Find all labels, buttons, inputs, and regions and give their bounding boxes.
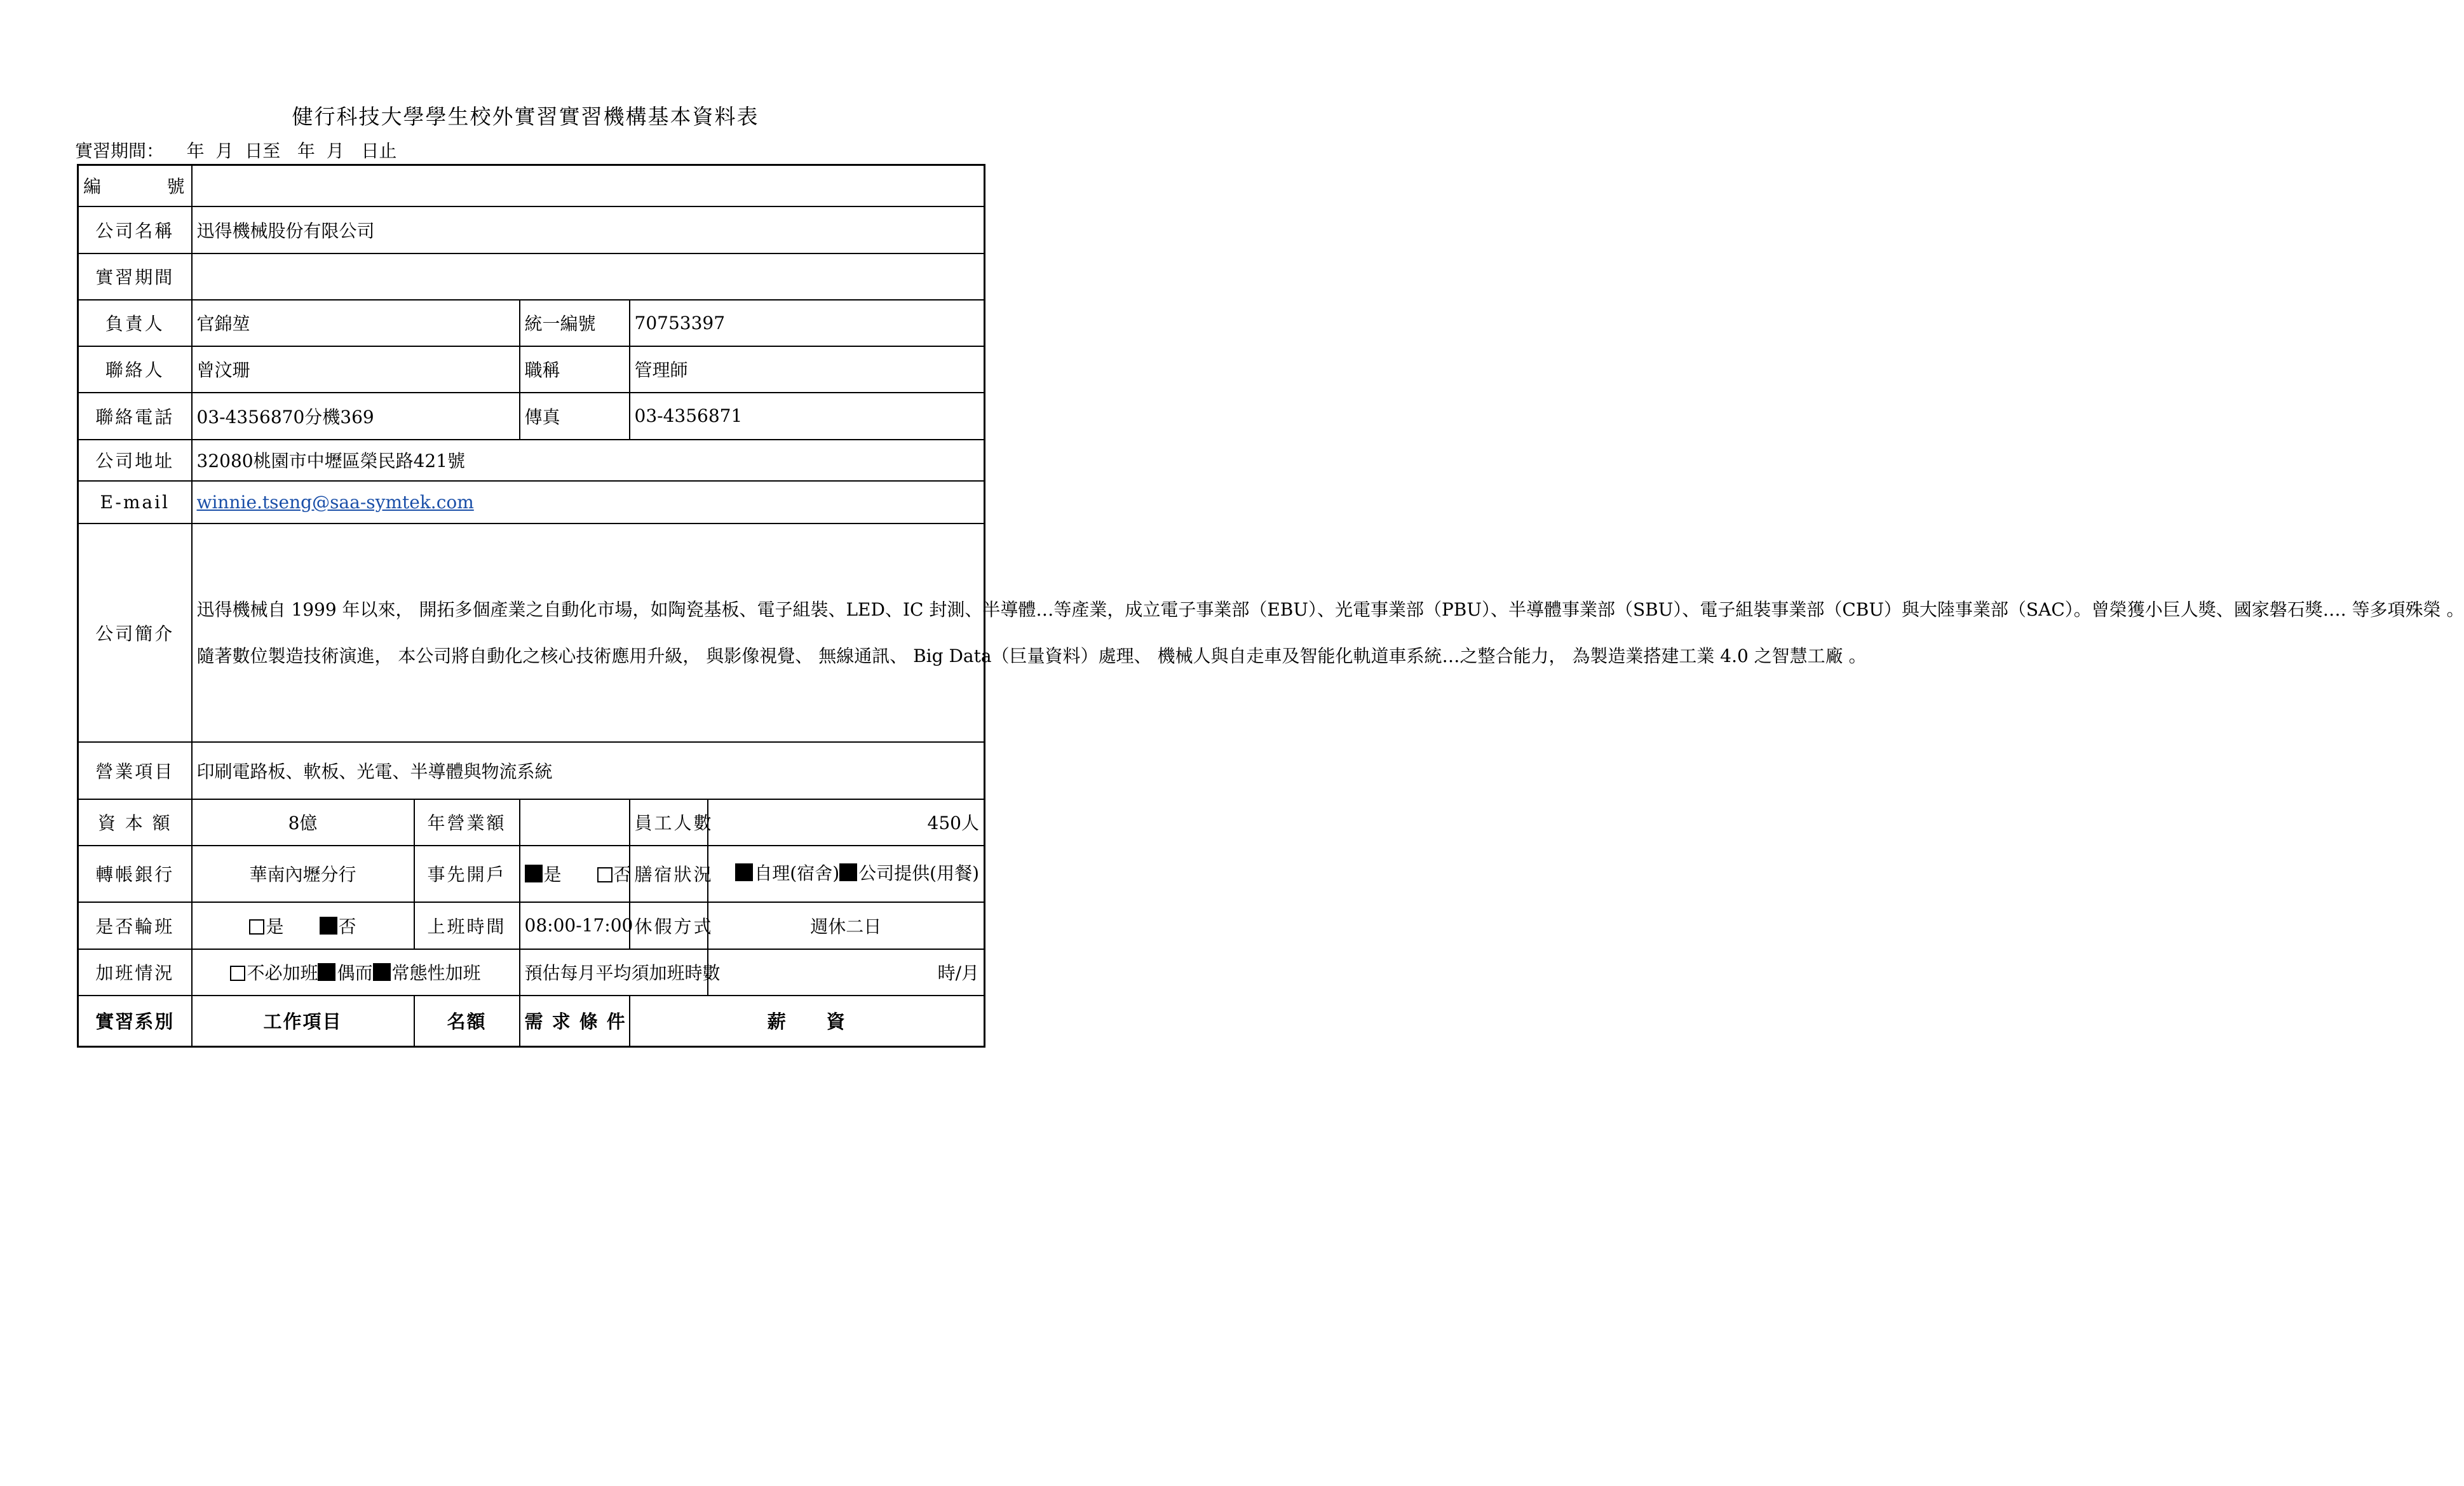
- label-pre-account: 事先開戶: [414, 846, 520, 902]
- value-work-hours[interactable]: 08:00-17:00: [520, 902, 630, 949]
- row-bank: [78, 846, 985, 902]
- row-address: [78, 440, 985, 481]
- checkbox-shift-no[interactable]: [320, 917, 337, 935]
- pre-account-yes-label: 是: [543, 864, 562, 885]
- company-info-table: [77, 164, 2464, 1048]
- label-capital: 資 本 額: [78, 799, 192, 846]
- label-phone: 聯絡電話: [78, 393, 192, 440]
- label-holiday: 休假方式: [630, 902, 708, 949]
- label-number: 編號: [78, 165, 192, 206]
- value-bank[interactable]: 華南內壢分行: [192, 846, 414, 902]
- value-company-name[interactable]: 迅得機械股份有限公司: [192, 206, 985, 253]
- value-job-title[interactable]: 管理師: [630, 346, 985, 393]
- value-fax[interactable]: 03-4356871: [630, 393, 985, 440]
- header-department: 實習系別: [78, 996, 192, 1047]
- value-capital[interactable]: 8億: [192, 799, 414, 846]
- row-number: [78, 165, 985, 206]
- header-work-items: 工作項目: [192, 996, 414, 1047]
- row-email: [78, 481, 985, 523]
- pre-account-options: [520, 846, 630, 902]
- row-contact: [78, 346, 985, 393]
- checkbox-shift-yes[interactable]: [249, 919, 264, 935]
- label-address: 公司地址: [78, 440, 192, 481]
- shift-no-label: 否: [338, 915, 356, 937]
- value-intern-period[interactable]: [192, 253, 985, 300]
- checkbox-overtime-occasional[interactable]: [318, 963, 335, 981]
- intro-paragraph-2: 隨著數位製造技術演進， 本公司將自動化之核心技術應用升級， 與影像視覺、 無線通訊、 Big Data（巨量資料）處理、 機械人與自走車及智能化軌道車系統…之整合能力， 為製造業搭建工業 4.0 之智慧工廠 。: [196, 645, 1867, 666]
- value-phone[interactable]: 03-4356870分機369: [192, 393, 520, 440]
- label-job-title: 職稱: [520, 346, 630, 393]
- label-email: E-mail: [78, 481, 192, 523]
- row-intro: [78, 523, 985, 742]
- value-address[interactable]: 32080桃園市中壢區榮民路421號: [192, 440, 985, 481]
- label-person-in-charge: 負責人: [78, 300, 192, 346]
- board-options: [708, 846, 985, 902]
- checkbox-pre-account-yes[interactable]: [525, 865, 543, 882]
- row-shift: [78, 902, 985, 949]
- checkbox-overtime-none[interactable]: [230, 966, 245, 981]
- email-link[interactable]: winnie.tseng@saa-symtek.com: [196, 491, 474, 513]
- value-holiday[interactable]: 週休二日: [708, 902, 985, 949]
- pre-account-no-label: 否: [613, 864, 632, 885]
- board-company-label: 公司提供(用餐): [858, 863, 979, 884]
- header-salary: 薪 資: [630, 996, 985, 1047]
- label-revenue: 年營業額: [414, 799, 520, 846]
- label-intern-period: 實習期間: [78, 253, 192, 300]
- label-board: 膳宿狀況: [630, 846, 708, 902]
- label-bank: 轉帳銀行: [78, 846, 192, 902]
- overtime-occasional-label: 偶而: [337, 963, 373, 983]
- row-business: [78, 742, 985, 799]
- period-line: 實習期間： 年 月 日至 年 月 日止: [75, 140, 397, 161]
- value-employees[interactable]: 450人: [708, 799, 985, 846]
- checkbox-board-self[interactable]: [735, 863, 753, 881]
- label-work-hours: 上班時間: [414, 902, 520, 949]
- label-company-name: 公司名稱: [78, 206, 192, 253]
- row-overtime: [78, 949, 985, 996]
- overtime-regular-label: 常態性加班: [391, 963, 481, 983]
- value-intro: [192, 523, 2464, 742]
- checkbox-board-company[interactable]: [839, 863, 857, 881]
- intro-paragraph-1: 迅得機械自 1999 年以來， 開拓多個產業之自動化市場，如陶瓷基板、電子組裝、LED、IC 封測、半導體…等產業，成立電子事業部（EBU）、光電事業部（PBU）、半導體事業部（SBU）、電子組裝事業部（CBU）與大陸事業部（SAC）。曾榮獲小巨人獎、國家磐石獎…. 等多項殊榮 。: [196, 598, 2464, 620]
- label-shift: 是否輪班: [78, 902, 192, 949]
- label-contact: 聯絡人: [78, 346, 192, 393]
- label-overtime: 加班情況: [78, 949, 192, 996]
- header-requirements: 需 求 條 件: [520, 996, 630, 1047]
- document-title: 健行科技大學學生校外實習實習機構基本資料表: [292, 104, 759, 129]
- checkbox-pre-account-no[interactable]: [597, 867, 613, 882]
- value-overtime-unit[interactable]: 時/月: [708, 949, 985, 996]
- label-employees: 員工人數: [630, 799, 708, 846]
- value-revenue[interactable]: [520, 799, 630, 846]
- row-phone: [78, 393, 985, 440]
- checkbox-overtime-regular[interactable]: [373, 963, 391, 981]
- row-company-name: [78, 206, 985, 253]
- label-fax: 傳真: [520, 393, 630, 440]
- row-capital: [78, 799, 985, 846]
- row-table-headers: [78, 996, 985, 1047]
- overtime-none-label: 不必加班: [247, 963, 318, 983]
- overtime-options: [192, 949, 520, 996]
- value-number[interactable]: [192, 165, 985, 206]
- label-intro: 公司簡介: [78, 523, 192, 742]
- value-contact[interactable]: 曾汶珊: [192, 346, 520, 393]
- label-overtime-est: 預估每月平均須加班時數: [520, 949, 708, 996]
- value-tax-id[interactable]: 70753397: [630, 300, 985, 346]
- value-person-in-charge[interactable]: 官錦堃: [192, 300, 520, 346]
- row-intern-period: [78, 253, 985, 300]
- shift-options: [192, 902, 414, 949]
- label-business: 營業項目: [78, 742, 192, 799]
- board-self-label: 自理(宿舍): [754, 863, 840, 884]
- shift-yes-label: 是: [266, 915, 284, 937]
- value-business[interactable]: 印刷電路板、軟板、光電、半導體與物流系統: [192, 742, 985, 799]
- value-email-cell: [192, 481, 985, 523]
- header-quota: 名額: [414, 996, 520, 1047]
- label-tax-id: 統一編號: [520, 300, 630, 346]
- row-person-in-charge: [78, 300, 985, 346]
